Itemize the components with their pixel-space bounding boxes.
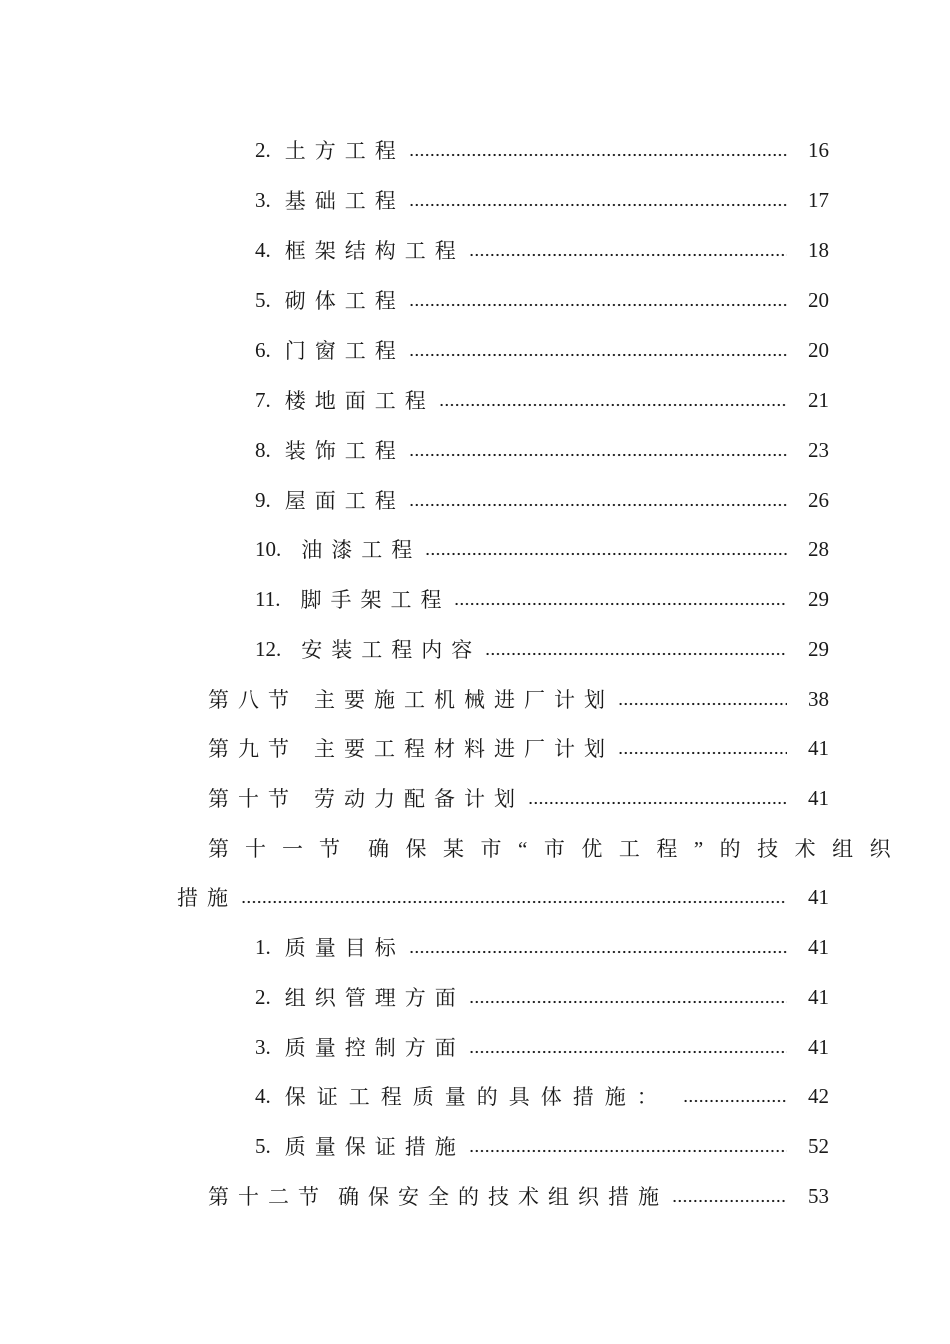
page-number: 29 bbox=[808, 586, 829, 611]
page-number: 41 bbox=[808, 735, 829, 760]
toc-entry[interactable] bbox=[0, 529, 950, 569]
toc-entry[interactable] bbox=[0, 480, 950, 520]
dot-leader bbox=[409, 293, 787, 307]
entry-title: 屋面工程 bbox=[284, 489, 405, 513]
toc-section-entry[interactable] bbox=[0, 778, 950, 818]
section-label: 第八节 bbox=[208, 688, 298, 712]
dot-leader bbox=[683, 1089, 787, 1103]
entry-number: 4. bbox=[255, 1083, 271, 1108]
dot-leader bbox=[469, 990, 787, 1004]
entry-number: 11. bbox=[255, 586, 281, 611]
page-number: 21 bbox=[808, 387, 829, 412]
dot-leader bbox=[409, 493, 787, 507]
section-label: 第九节 bbox=[208, 737, 298, 761]
toc-entry[interactable] bbox=[0, 280, 950, 320]
section-label: 第十一节 bbox=[208, 837, 356, 861]
page-number: 41 bbox=[808, 1034, 829, 1059]
entry-title: 劳动力配备计划 bbox=[314, 787, 524, 811]
dot-leader bbox=[528, 791, 787, 805]
toc-entry[interactable] bbox=[0, 380, 950, 420]
page-number: 16 bbox=[808, 137, 829, 162]
entry-number: 5. bbox=[255, 1133, 271, 1158]
toc-entry[interactable] bbox=[0, 1126, 950, 1166]
entry-title: 脚手架工程 bbox=[300, 588, 451, 612]
toc-entry-continued[interactable] bbox=[0, 877, 950, 917]
entry-title: 确保某市“市优工程”的技术组织 bbox=[368, 837, 908, 861]
entry-title: 楼地面工程 bbox=[284, 389, 435, 413]
page-number: 41 bbox=[808, 785, 829, 810]
entry-number: 6. bbox=[255, 337, 271, 362]
entry-number: 5. bbox=[255, 287, 271, 312]
entry-title: 基础工程 bbox=[284, 189, 405, 213]
dot-leader bbox=[409, 940, 787, 954]
dot-leader bbox=[241, 890, 787, 904]
dot-leader bbox=[469, 243, 787, 257]
dot-leader bbox=[439, 393, 787, 407]
dot-leader bbox=[409, 443, 787, 457]
entry-title: 确保安全的技术组织措施 bbox=[338, 1185, 668, 1209]
toc-entry[interactable] bbox=[0, 1027, 950, 1067]
dot-leader bbox=[672, 1189, 787, 1203]
entry-number: 2. bbox=[255, 984, 271, 1009]
entry-number: 3. bbox=[255, 1034, 271, 1059]
entry-number: 3. bbox=[255, 187, 271, 212]
entry-title: 主要工程材料进厂计划 bbox=[314, 737, 614, 761]
page-number: 41 bbox=[808, 984, 829, 1009]
page-number: 41 bbox=[808, 884, 829, 909]
entry-title: 主要施工机械进厂计划 bbox=[314, 688, 614, 712]
entry-number: 8. bbox=[255, 437, 271, 462]
section-label: 第十二节 bbox=[208, 1185, 328, 1209]
toc-entry[interactable] bbox=[0, 1076, 950, 1116]
entry-title: 组织管理方面 bbox=[284, 986, 465, 1010]
toc-entry[interactable] bbox=[0, 977, 950, 1017]
dot-leader bbox=[485, 642, 787, 656]
toc-entry[interactable] bbox=[0, 927, 950, 967]
toc-section-entry[interactable] bbox=[0, 828, 950, 868]
entry-title: 质量保证措施 bbox=[284, 1135, 465, 1159]
entry-title: 保证工程质量的具体措施： bbox=[284, 1085, 669, 1109]
dot-leader bbox=[618, 692, 787, 706]
dot-leader bbox=[409, 193, 787, 207]
entry-number: 2. bbox=[255, 137, 271, 162]
entry-title: 门窗工程 bbox=[284, 339, 405, 363]
entry-title: 安装工程内容 bbox=[301, 638, 482, 662]
entry-title: 措施 bbox=[177, 886, 237, 910]
page-number: 26 bbox=[808, 487, 829, 512]
page-number: 42 bbox=[808, 1083, 829, 1108]
entry-number: 1. bbox=[255, 934, 271, 959]
toc-entry[interactable] bbox=[0, 579, 950, 619]
dot-leader bbox=[469, 1040, 787, 1054]
entry-number: 12. bbox=[255, 636, 282, 661]
dot-leader bbox=[425, 542, 787, 556]
entry-title: 框架结构工程 bbox=[284, 239, 465, 263]
dot-leader bbox=[409, 343, 787, 357]
dot-leader bbox=[469, 1139, 787, 1153]
page-number: 18 bbox=[808, 237, 829, 262]
toc-section-entry[interactable] bbox=[0, 679, 950, 719]
page-number: 20 bbox=[808, 287, 829, 312]
page-number: 41 bbox=[808, 934, 829, 959]
entry-title: 油漆工程 bbox=[301, 538, 422, 562]
page-number: 53 bbox=[808, 1183, 829, 1208]
page-number: 29 bbox=[808, 636, 829, 661]
toc-entry[interactable] bbox=[0, 330, 950, 370]
entry-title: 土方工程 bbox=[284, 139, 405, 163]
page-number: 20 bbox=[808, 337, 829, 362]
entry-number: 10. bbox=[255, 536, 282, 561]
dot-leader bbox=[409, 143, 787, 157]
page-number: 28 bbox=[808, 536, 829, 561]
entry-title: 砌体工程 bbox=[284, 289, 405, 313]
dot-leader bbox=[454, 592, 787, 606]
entry-title: 质量控制方面 bbox=[284, 1036, 465, 1060]
entry-title: 质量目标 bbox=[284, 936, 405, 960]
page-number: 52 bbox=[808, 1133, 829, 1158]
toc-entry[interactable] bbox=[0, 130, 950, 170]
toc-entry[interactable] bbox=[0, 180, 950, 220]
entry-number: 7. bbox=[255, 387, 271, 412]
entry-number: 4. bbox=[255, 237, 271, 262]
toc-section-entry[interactable] bbox=[0, 728, 950, 768]
page-number: 38 bbox=[808, 686, 829, 711]
section-label: 第十节 bbox=[208, 787, 298, 811]
toc-entry[interactable] bbox=[0, 430, 950, 470]
dot-leader bbox=[618, 741, 787, 755]
entry-title: 装饰工程 bbox=[284, 439, 405, 463]
page-number: 23 bbox=[808, 437, 829, 462]
toc-section-entry[interactable] bbox=[0, 1176, 950, 1216]
toc-entry[interactable] bbox=[0, 629, 950, 669]
entry-number: 9. bbox=[255, 487, 271, 512]
page-number: 17 bbox=[808, 187, 829, 212]
toc-entry[interactable] bbox=[0, 230, 950, 270]
